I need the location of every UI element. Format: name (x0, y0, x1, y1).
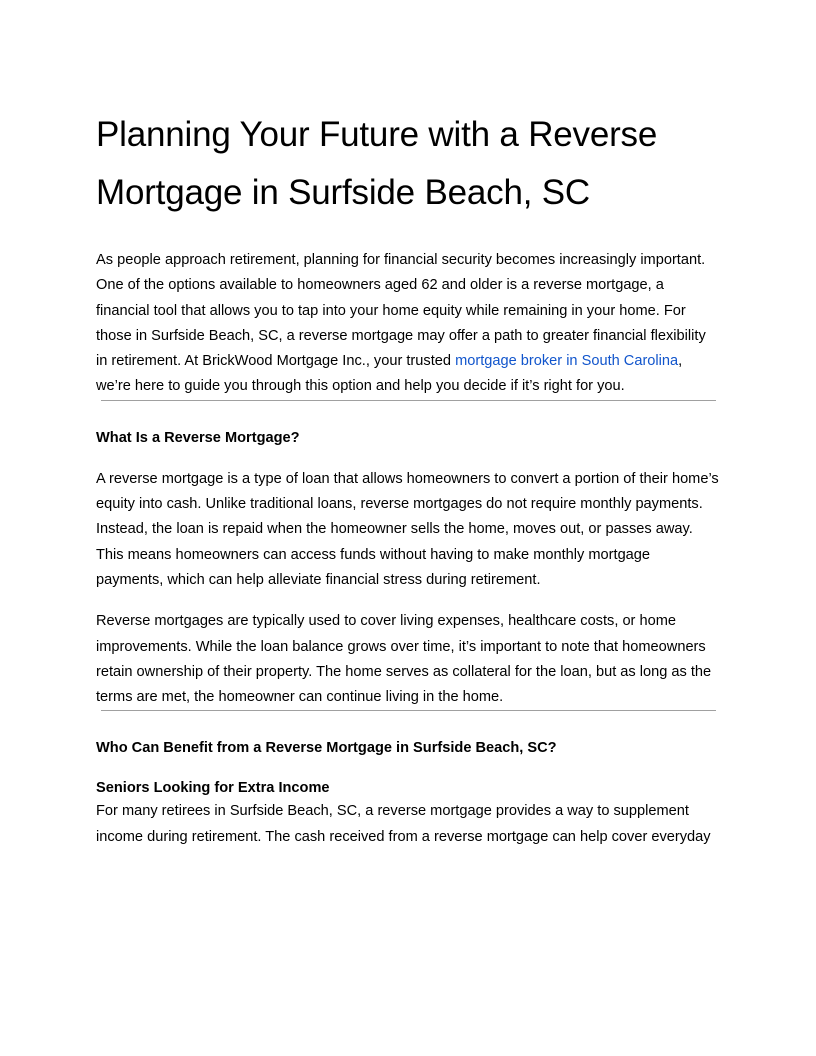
section-divider-2 (101, 710, 716, 711)
section1-paragraph-2: Reverse mortgages are typically used to cover living expenses, healthcare costs, or home improvements. While the loan balance grows over time, it’s important to note that homeowners retain ownership of their property. The home serves as collateral for the loan, but as long as the terms are met, the homeowner can continue living in the home. (96, 613, 712, 706)
intro-text-before-link: As people approach retirement, planning for financial security becomes increasingly important. One of the options available to homeowners aged 62 and older is a reverse mortgage, a financial tool that allows you to tap into your home equity while remaining in your home. For those in Surfside Beach, SC, a reverse mortgage may offer a path to greater financial flexibility in retirement. At BrickWood Mortgage Inc., your trusted (96, 252, 706, 370)
section1-paragraph-1: A reverse mortgage is a type of loan that allows homeowners to convert a portion of their home’s equity into cash. Unlike traditional loans, reverse mortgages do not require monthly payments. Instead, the loan is repaid when the homeowner sells the home, moves out, or passes away. This means homeowners can access funds without having to make monthly mortgage payments, which can help alleviate financial stress during retirement. (96, 470, 719, 588)
intro-text-after-link: , we’re here to guide you through this option and help you decide if it’s right for you. (96, 353, 683, 395)
section-heading-who-can-benefit: Who Can Benefit from a Reverse Mortgage in Surfside Beach, SC? (96, 740, 557, 757)
section-heading-what-is: What Is a Reverse Mortgage? (96, 429, 300, 446)
page-title: Planning Your Future with a Reverse Mortgage in Surfside Beach, SC (96, 115, 658, 212)
section-divider-1 (101, 400, 716, 401)
subheading-extra-income: Seniors Looking for Extra Income (96, 780, 330, 797)
intro-paragraph (96, 248, 720, 400)
mortgage-broker-link[interactable]: mortgage broker in South Carolina (455, 353, 679, 370)
section2-paragraph: For many retirees in Surfside Beach, SC, a reverse mortgage provides a way to supplement income during retirement. The cash received from a reverse mortgage can help cover everyday (96, 803, 711, 845)
